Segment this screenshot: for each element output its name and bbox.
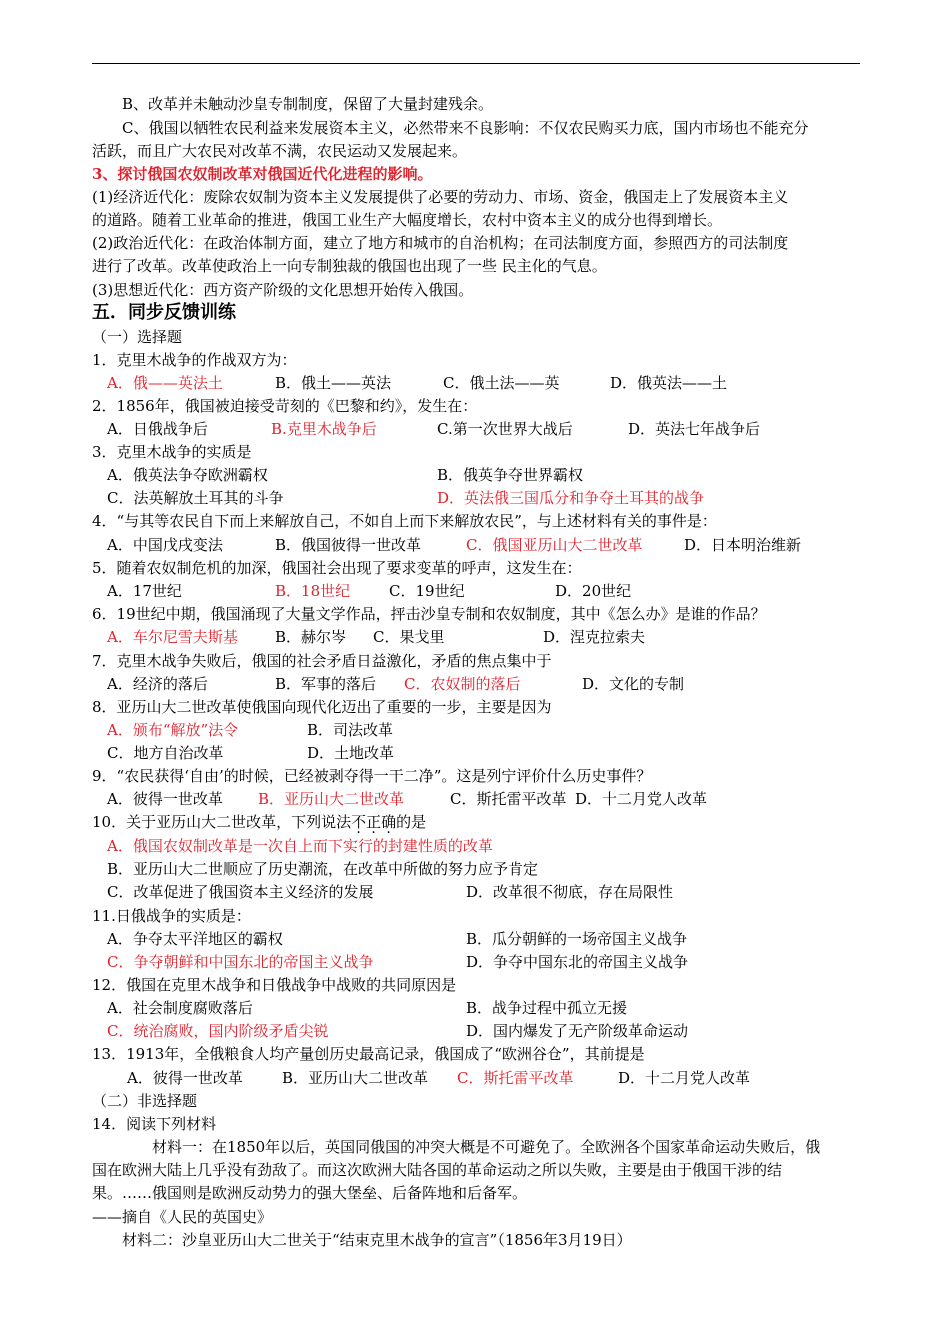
analysis-c-line1: C、俄国以牺牲农民利益来发展资本主义，必然带来不良影响：不仅农民购买力底，国内市场也不能充分 <box>122 119 809 137</box>
q8-option-b: B．司法改革 <box>307 721 394 739</box>
q3-option-d: D．英法俄三国瓜分和争夺土耳其的战争 <box>437 489 705 507</box>
q2-option-c: C.第一次世界大战后 <box>437 420 573 438</box>
q4-option-a: A．中国戊戌变法 <box>107 536 223 554</box>
section3-p3: (3)思想近代化：西方资产阶级的文化思想开始传入俄国。 <box>92 281 474 299</box>
section5-title: 五．同步反馈训练 <box>92 302 236 323</box>
q8-option-c: C．地方自治改革 <box>107 744 224 762</box>
q4-option-d: D．日本明治维新 <box>684 536 802 554</box>
q1-option-a: A．俄——英法土 <box>107 374 223 392</box>
section3-p2-line2: 进行了改革。改革使政治上一向专制独裁的俄国也出现了一些 民主化的气息。 <box>92 257 607 275</box>
q11-stem: 11.日俄战争的实质是： <box>92 907 251 925</box>
q12-option-a: A．社会制度腐败落后 <box>107 999 253 1017</box>
q9-option-c: C．斯托雷平改革 <box>450 790 567 808</box>
q2-option-a: A．日俄战争后 <box>107 420 208 438</box>
q1-option-b: B．俄土——英法 <box>275 374 392 392</box>
q2-stem: 2．1856年，俄国被迫接受苛刻的《巴黎和约》，发生在： <box>92 397 478 415</box>
header-rule <box>92 63 860 64</box>
q5-stem: 5．随着农奴制危机的加深，俄国社会出现了要求变革的呼声，这发生在： <box>92 559 582 577</box>
q7-option-b: B．军事的落后 <box>275 675 377 693</box>
section5-sub2: （二）非选择题 <box>92 1092 198 1110</box>
section5-sub1: （一）选择题 <box>92 328 183 346</box>
q10-option-b: B．亚历山大二世顺应了历史潮流，在改革中所做的努力应予肯定 <box>107 860 539 878</box>
q13-option-d: D．十二月党人改革 <box>618 1069 751 1087</box>
q10-stem-post: 的是 <box>396 813 427 831</box>
q10-option-c: C．改革促进了俄国资本主义经济的发展 <box>107 883 374 901</box>
q10-stem-pre: 10．关于亚历山大二世改革，下列说法 <box>92 813 352 831</box>
q4-option-c: C．俄国亚历山大二世改革 <box>466 536 643 554</box>
q4-option-b: B．俄国彼得一世改革 <box>275 536 422 554</box>
q11-option-d: D．争夺中国东北的帝国主义战争 <box>466 953 689 971</box>
q4-stem: 4．“与其等农民自下而上来解放自己，不如自上而下来解放农民”，与上述材料有关的事件是： <box>92 512 717 530</box>
section3-p2-line1: (2)政治近代化：在政治体制方面，建立了地方和城市的自治机构；在司法制度方面，参照西方的司法制度 <box>92 234 789 252</box>
q5-option-b: B．18世纪 <box>275 582 351 600</box>
q14-material1-line1: 材料一：在1850年以后，英国同俄国的冲突大概是不可避免了。全欧洲各个国家革命运动失败后，俄 <box>152 1138 821 1156</box>
q9-option-d: D．十二月党人改革 <box>575 790 708 808</box>
q10-stem-emphasis-2: 正 <box>366 813 382 831</box>
q1-option-c: C．俄土法——英 <box>443 374 560 392</box>
q8-option-d: D．土地改革 <box>307 744 395 762</box>
q12-stem: 12．俄国在克里木战争和日俄战争中战败的共同原因是 <box>92 976 457 994</box>
analysis-b: B、改革并未触动沙皇专制制度，保留了大量封建残余。 <box>122 95 494 113</box>
q13-stem: 13．1913年，全俄粮食人均产量创历史最高记录，俄国成了“欧洲谷仓”，其前提是 <box>92 1045 645 1063</box>
q5-option-d: D．20世纪 <box>555 582 632 600</box>
analysis-c-line2: 活跃，而且广大农民对改革不满，农民运动又发展起来。 <box>92 142 468 160</box>
q14-source: ——摘自《人民的英国史》 <box>92 1208 273 1226</box>
q11-option-a: A．争夺太平洋地区的霸权 <box>107 930 283 948</box>
q3-option-b: B．俄英争夺世界霸权 <box>437 466 584 484</box>
q12-option-d: D．国内爆发了无产阶级革命运动 <box>466 1022 689 1040</box>
q9-option-b: B．亚历山大二世改革 <box>258 790 405 808</box>
q11-option-c: C．争夺朝鲜和中国东北的帝国主义战争 <box>107 953 374 971</box>
q5-option-a: A．17世纪 <box>107 582 182 600</box>
q3-option-a: A．俄英法争夺欧洲霸权 <box>107 466 268 484</box>
q10-stem <box>92 812 426 832</box>
q13-option-c: C．斯托雷平改革 <box>457 1069 574 1087</box>
q7-option-c: C．农奴制的落后 <box>404 675 521 693</box>
q6-option-b: B．赫尔岑 <box>275 628 347 646</box>
q5-option-c: C．19世纪 <box>389 582 465 600</box>
q6-option-c: C．果戈里 <box>373 628 445 646</box>
q10-stem-emphasis-3: 确 <box>381 813 397 831</box>
q12-option-c: C．统治腐败，国内阶级矛盾尖锐 <box>107 1022 329 1040</box>
q3-option-c: C．法英解放土耳其的斗争 <box>107 489 284 507</box>
section3-p1-line1: (1)经济近代化：废除农奴制为资本主义发展提供了必要的劳动力、市场、资金，俄国走上了发展资本主义 <box>92 188 789 206</box>
section3-title: 3、探讨俄国农奴制改革对俄国近代化进程的影响。 <box>92 165 433 183</box>
q1-stem: 1．克里木战争的作战双方为： <box>92 351 297 369</box>
q7-stem: 7．克里木战争失败后，俄国的社会矛盾日益激化，矛盾的焦点集中于 <box>92 652 552 670</box>
q7-option-d: D．文化的专制 <box>582 675 685 693</box>
q9-stem: 9．“农民获得‘自由’的时候，已经被剥夺得一干二净”。这是列宁评价什么历史事件？ <box>92 767 652 785</box>
q3-stem: 3．克里木战争的实质是 <box>92 443 252 461</box>
q10-option-a: A．俄国农奴制改革是一次自上而下实行的封建性质的改革 <box>107 837 493 855</box>
q8-option-a: A．颁布“解放”法令 <box>107 721 239 739</box>
q2-option-d: D．英法七年战争后 <box>628 420 761 438</box>
q13-option-b: B．亚历山大二世改革 <box>282 1069 429 1087</box>
q8-stem: 8．亚历山大二世改革使俄国向现代化迈出了重要的一步，主要是因为 <box>92 698 552 716</box>
q1-option-d: D．俄英法——土 <box>610 374 728 392</box>
q6-stem: 6．19世纪中期，俄国涌现了大量文学作品，抨击沙皇专制和农奴制度，其中《怎么办》是谁的作品？ <box>92 605 766 623</box>
section3-p1-line2: 的道路。随着工业革命的推进，俄国工业生产大幅度增长，农村中资本主义的成分也得到增长。 <box>92 211 723 229</box>
q9-option-a: A．彼得一世改革 <box>107 790 223 808</box>
q13-option-a: A．彼得一世改革 <box>127 1069 243 1087</box>
q6-option-a: A．车尔尼雪夫斯基 <box>107 628 238 646</box>
q10-option-d: D．改革很不彻底，存在局限性 <box>466 883 674 901</box>
q6-option-d: D．涅克拉索夫 <box>543 628 646 646</box>
q14-material1-line2: 国在欧洲大陆上几乎没有劲敌了。而这次欧洲大陆各国的革命运动之所以失败，主要是由于俄国干涉的结 <box>92 1161 783 1179</box>
q14-material1-line3: 果。……俄国则是欧洲反动势力的强大堡垒、后备阵地和后备军。 <box>92 1184 528 1202</box>
q11-option-b: B．瓜分朝鲜的一场帝国主义战争 <box>466 930 688 948</box>
q12-option-b: B．战争过程中孤立无援 <box>466 999 628 1017</box>
q10-stem-emphasis-1: 不 <box>351 813 367 831</box>
q14-stem: 14．阅读下列材料 <box>92 1115 217 1133</box>
q7-option-a: A．经济的落后 <box>107 675 208 693</box>
q14-material2: 材料二：沙皇亚历山大二世关于“结束克里木战争的宣言”（1856年3月19日） <box>122 1231 632 1249</box>
q2-option-b: B.克里木战争后 <box>271 420 377 438</box>
